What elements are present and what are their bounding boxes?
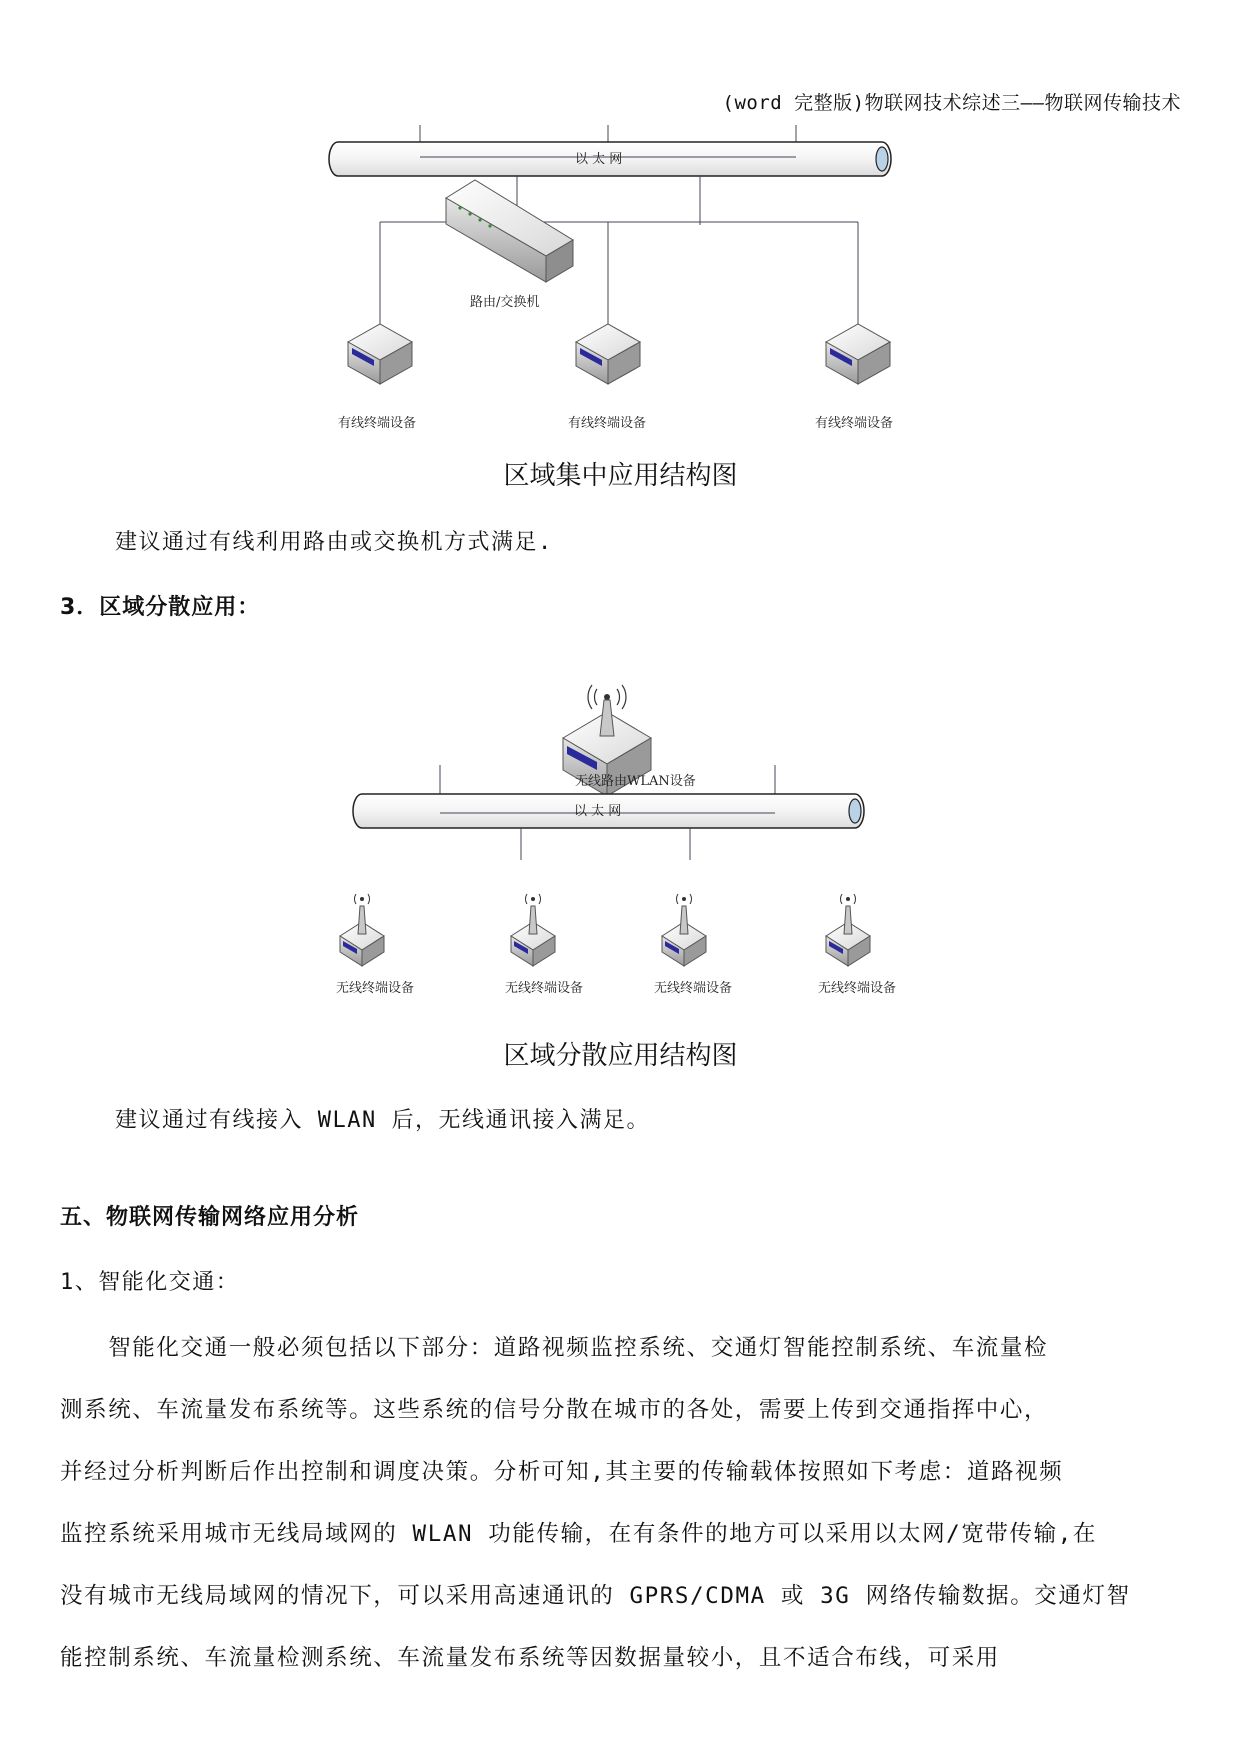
section-heading-5: 五、物联网传输网络应用分析 <box>60 1205 360 1230</box>
paragraph-wireless: 建议通过有线接入 WLAN 后，无线通讯接入满足。 <box>115 1108 650 1133</box>
diagram1-caption: 区域集中应用结构图 <box>503 461 738 491</box>
distributed-structure-diagram <box>0 640 1241 1000</box>
wireless-device-3 <box>662 894 706 966</box>
body-line-6: 能控制系统、车流量检测系统、车流量发布系统等因数据量较小，且不适合布线，可采用 <box>60 1645 1000 1671</box>
document-header: (word 完整版)物联网技术综述三——物联网传输技术 <box>722 92 1181 114</box>
wireless-device-label-1: 无线终端设备 <box>336 981 415 996</box>
body-line-3: 并经过分析判断后作出控制和调度决策。分析可知,其主要的传输载体按照如下考虑：道路视频 <box>60 1459 1064 1485</box>
wireless-device-label-2: 无线终端设备 <box>505 981 584 996</box>
body-line-4: 监控系统采用城市无线局域网的 WLAN 功能传输，在有条件的地方可以采用以太网/宽带传输,在 <box>60 1521 1097 1547</box>
wired-device-2 <box>576 324 640 384</box>
diagram2-caption: 区域分散应用结构图 <box>503 1041 738 1071</box>
router-label: 路由/交换机 <box>470 295 540 310</box>
subheading-traffic: 1、智能化交通： <box>60 1270 240 1295</box>
body-line-5: 没有城市无线局域网的情况下，可以采用高速通讯的 GPRS/CDMA 或 3G 网络传输数据。交通灯智 <box>60 1583 1131 1609</box>
ethernet-label: 以 太 网 <box>575 152 623 167</box>
wired-device-label-2: 有线终端设备 <box>568 416 647 431</box>
section-heading-3: 3．区域分散应用： <box>60 595 261 620</box>
wired-device-label-3: 有线终端设备 <box>815 416 894 431</box>
body-line-1: 智能化交通一般必须包括以下部分：道路视频监控系统、交通灯智能控制系统、车流量检 <box>60 1335 1049 1361</box>
wireless-device-2 <box>511 894 555 966</box>
wired-device-1 <box>348 324 412 384</box>
ethernet-label-2: 以 太 网 <box>574 804 622 819</box>
wired-device-3 <box>826 324 890 384</box>
centralized-structure-diagram <box>0 100 1241 440</box>
wireless-device-1 <box>340 894 384 966</box>
wireless-device-label-4: 无线终端设备 <box>818 981 897 996</box>
wireless-router-label: 无线路由WLAN设备 <box>575 774 696 789</box>
wireless-device-label-3: 无线终端设备 <box>654 981 733 996</box>
router-switch-device <box>446 180 573 282</box>
body-line-2: 测系统、车流量发布系统等。这些系统的信号分散在城市的各处，需要上传到交通指挥中心， <box>60 1397 1049 1423</box>
wired-device-label-1: 有线终端设备 <box>338 416 417 431</box>
wireless-device-4 <box>826 894 870 966</box>
paragraph-wired: 建议通过有线利用路由或交换机方式满足. <box>115 530 553 555</box>
